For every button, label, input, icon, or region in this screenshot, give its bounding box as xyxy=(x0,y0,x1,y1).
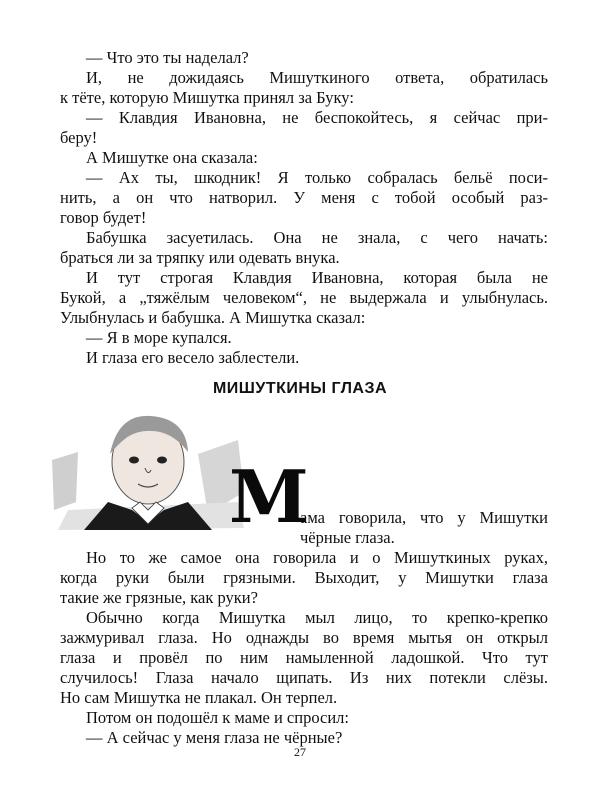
text-line: А Мишутке она сказала: xyxy=(86,148,258,167)
text-line: зажмуривал глаза. Но однажды во время мытья он открыл xyxy=(60,628,548,647)
text-line: — Клавдия Ивановна, не беспокойтесь, я сейчас при- xyxy=(86,108,548,127)
text-line: ама говорила, что у Мишутки xyxy=(300,508,548,527)
page-number: 27 xyxy=(294,745,306,759)
text-line: к тёте, которую Мишутка принял за Буку: xyxy=(60,88,354,107)
text-line: беру! xyxy=(60,128,98,147)
text-line: браться ли за тряпку или одевать внука. xyxy=(60,248,340,267)
text-line: Улыбнулась и бабушка. А Мишутка сказал: xyxy=(60,308,366,327)
text-line: И тут строгая Клавдия Ивановна, которая была не xyxy=(86,268,548,287)
text-line: Но то же самое она говорила и о Мишуткиных руках, xyxy=(86,548,548,567)
text-line: Потом он подошёл к маме и спросил: xyxy=(86,708,349,727)
chapter-title: МИШУТКИНЫ ГЛАЗА xyxy=(212,380,388,397)
text-line: И глаза его весело заблестели. xyxy=(86,348,300,367)
boy-illustration xyxy=(48,402,248,530)
text-line: когда руки были грязными. Выходит, у Мишутки глаза xyxy=(60,568,548,587)
text-line: чёрные глаза. xyxy=(300,528,395,547)
text-line: — А сейчас у меня глаза не чёрные? xyxy=(86,728,343,747)
text-line: глаза и провёл по ним намыленной ладошкой. Что тут xyxy=(60,648,548,667)
text-line: Но сам Мишутка не плакал. Он терпел. xyxy=(60,688,338,707)
text-line: нить, а он что натворил. У меня с тобой особый раз- xyxy=(60,188,548,207)
text-line: Букой, а „тяжёлым человеком“, не выдержала и улыбнулась. xyxy=(60,288,548,307)
drop-cap-letter: М xyxy=(229,454,309,539)
text-line: — Что это ты наделал? xyxy=(86,48,249,67)
text-line: случилось! Глаза начало щипать. Из них потекли слёзы. xyxy=(60,668,548,687)
text-line: И, не дожидаясь Мишуткиного ответа, обратилась xyxy=(86,68,548,87)
text-line: Обычно когда Мишутка мыл лицо, то крепко-крепко xyxy=(86,608,548,627)
text-line: — Ах ты, шкодник! Я только собралась бельё поси- xyxy=(86,168,548,187)
text-line: Бабушка засуетилась. Она не знала, с чего начать: xyxy=(86,228,548,247)
text-line: говор будет! xyxy=(60,208,147,227)
text-line: такие же грязные, как руки? xyxy=(60,588,258,607)
boy-figure xyxy=(84,416,212,530)
text-line: — Я в море купался. xyxy=(86,328,232,347)
